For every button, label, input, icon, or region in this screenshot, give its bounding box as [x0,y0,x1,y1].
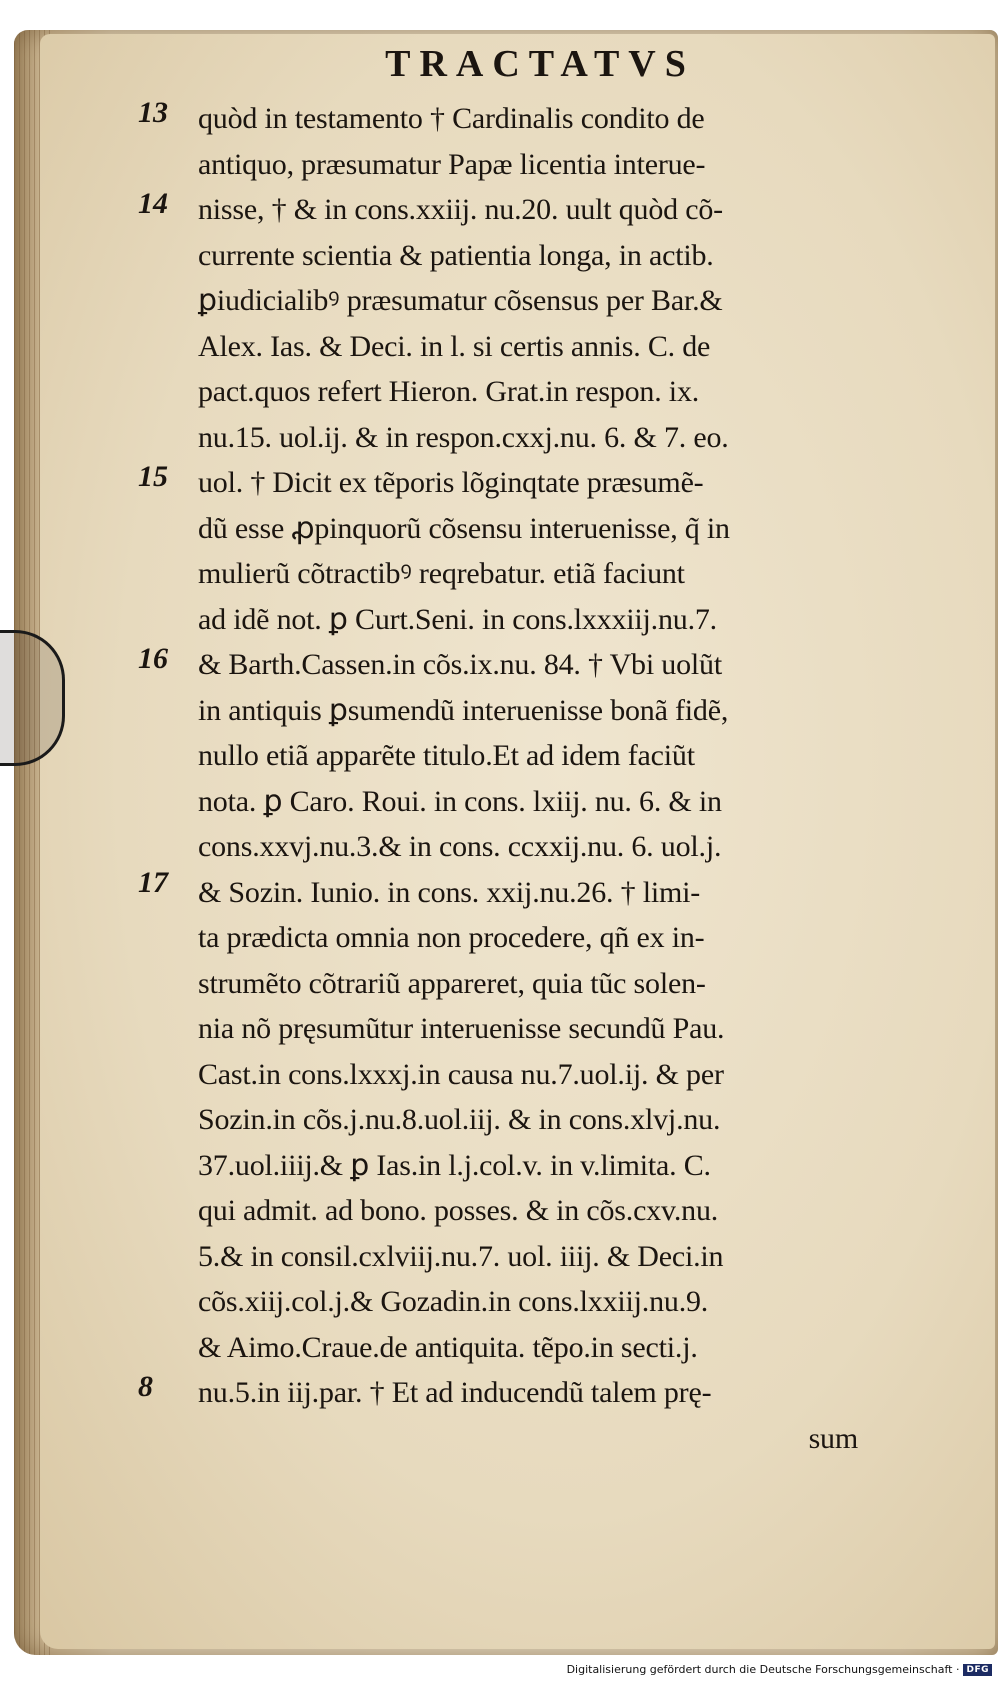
text-line: strumẽto cõtrariũ appareret, quia tũc solen- [198,966,706,1000]
text-line: cõs.xiij.col.j.& Gozadin.in cons.lxxiij.nu.9. [198,1285,709,1318]
text-line: ta prædicta omnia non procedere, qñ ex in- [198,921,705,954]
text-line: nia nõ pręsumũtur interuenisse secundũ Pau. [198,1012,725,1045]
text-line: pact.quos refert Hieron. Grat.in respon. ix. [198,375,700,408]
text-line: & Aimo.Craue.de antiquita. tẽpo.in secti.j. [198,1330,698,1364]
text-line: Cast.in cons.lxxxj.in causa nu.7.uol.ij. & per [198,1057,724,1091]
text-line: qui admit. ad bono. posses. & in cõs.cxv.nu. [198,1194,719,1227]
book-clip [0,630,65,766]
text-line: 37.uol.iiij.& ꝑ Ias.in l.j.col.v. in v.limita. C. [198,1148,711,1182]
text-line: currente scientia & patientia longa, in actib. [198,238,714,272]
text-line: uol. † Dicit ex tẽporis lõginqtate præsumẽ- [198,466,704,499]
text-line: ad idẽ not. ꝑ Curt.Seni. in cons.lxxxiij.nu.7. [198,602,717,636]
text-line: Alex. Ias. & Deci. in l. si certis annis. C. de [198,329,711,363]
text-line: dũ esse ꝓpinquorũ cõsensu interuenisse, q̃ in [198,511,730,545]
text-line: Sozin.in cõs.j.nu.8.uol.iij. & in cons.xlvj.nu. [198,1103,721,1136]
margin-number: 16 [138,642,168,675]
text-line: nota. ꝑ Caro. Roui. in cons. lxiij. nu. 6. & in [198,784,722,818]
margin-number: 15 [138,460,168,493]
text-line: nu.5.in iij.par. † Et ad inducendũ talem prę- [198,1376,712,1409]
text-line: & Barth.Cassen.in cõs.ix.nu. 84. † Vbi uolũt [198,648,722,681]
text-line: cons.xxvj.nu.3.& in cons. ccxxij.nu. 6. uol.j. [198,830,722,863]
digitization-credit [567,1663,992,1676]
text-line: 5.& in consil.cxlviij.nu.7. uol. iiij. & Deci.in [198,1239,724,1273]
text-line: nisse, † & in cons.xxiij. nu.20. uult quòd cõ- [198,193,723,226]
text-line: quòd in testamento † Cardinalis condito de [198,102,705,135]
body-text [198,96,858,1461]
catchword: sum [808,1421,858,1455]
credit-text: Digitalisierung gefördert durch die Deutsche Forschungsgemeinschaft · [566,1663,960,1676]
text-line: ꝑiudicialibꝰ præsumatur cõsensus per Bar.& [198,284,723,317]
text-line: & Sozin. Iunio. in cons. xxij.nu.26. † limi- [198,875,701,909]
text-line: antiquo, præsumatur Papæ licentia interue- [198,147,706,181]
text-line: nu.15. uol.ij. & in respon.cxxj.nu. 6. & 7. eo. [198,420,729,454]
text-line: nullo etiã apparẽte titulo.Et ad idem faciũt [198,739,695,772]
running-head: TRACTATVS [385,43,695,85]
text-line: in antiquis ꝑsumendũ interuenisse bonã fidẽ, [198,693,729,727]
dfg-logo: DFG [963,1664,992,1676]
margin-number: 17 [138,866,168,899]
text-line: mulierũ cõtractibꝰ reqrebatur. etiã faciunt [198,557,685,590]
margin-number: 14 [138,187,168,220]
margin-number: 13 [138,96,168,129]
margin-number: 8 [138,1370,153,1403]
